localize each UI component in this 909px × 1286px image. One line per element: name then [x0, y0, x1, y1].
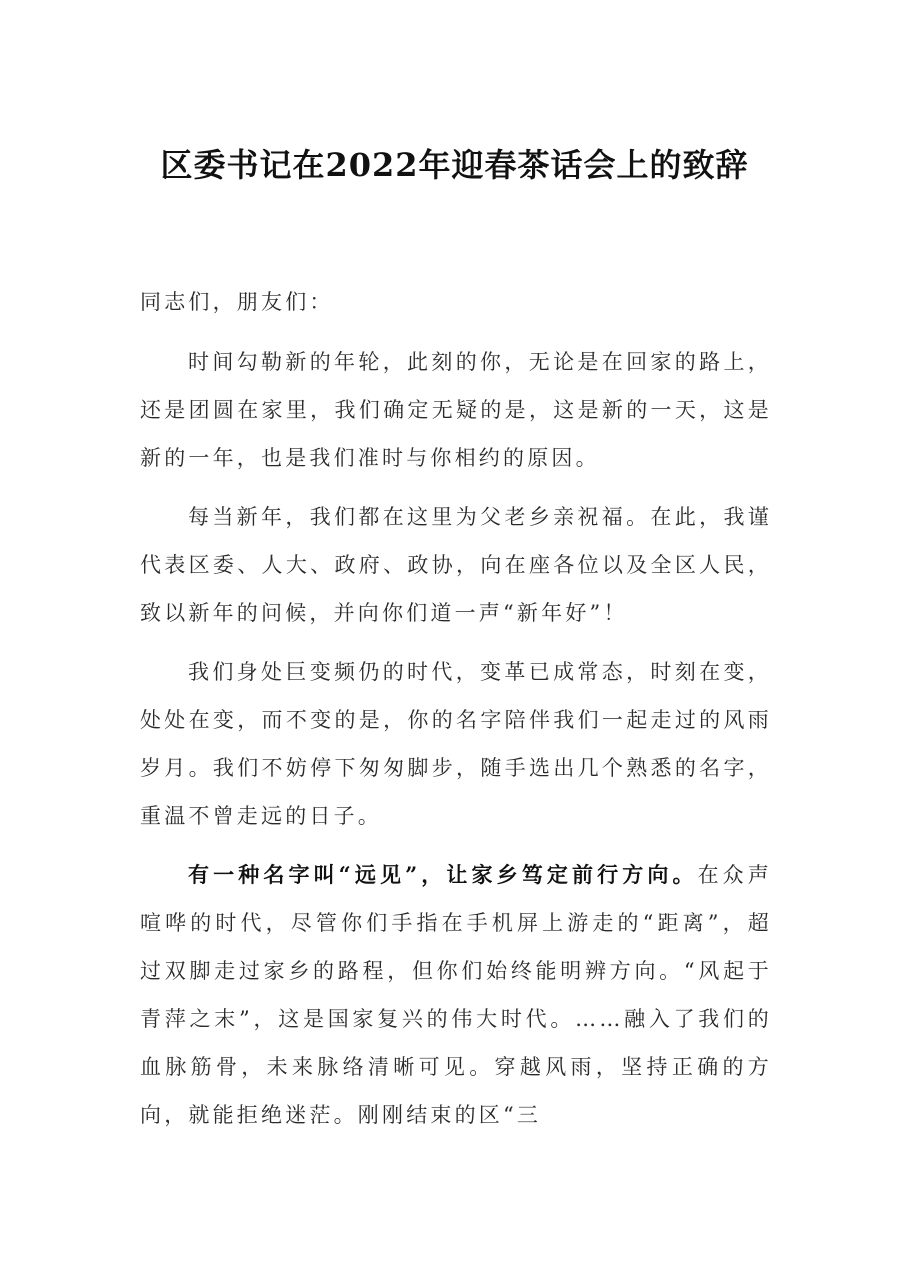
paragraph-4 — [140, 851, 772, 1139]
paragraph-1: 时间勾勒新的年轮，此刻的你，无论是在回家的路上，还是团圆在家里，我们确定无疑的是，这是新的一天，这是新的一年，也是我们准时与你相约的原因。 — [140, 350, 772, 470]
greeting: 同志们，朋友们： — [140, 290, 334, 314]
paragraph-4-lead: 有一种名字叫“远见”，让家乡笃定前行方向。 — [188, 862, 698, 887]
document-body — [140, 278, 772, 1150]
document-title: 区委书记在2022年迎春茶话会上的致辞 — [160, 146, 749, 184]
paragraph-3: 我们身处巨变频仍的时代，变革已成常态，时刻在变，处处在变，而不变的是，你的名字陪伴我们一起走过的风雨岁月。我们不妨停下匆匆脚步，随手选出几个熟悉的名字，重温不曾走远的日子。 — [140, 660, 772, 828]
paragraph-2: 每当新年，我们都在这里为父老乡亲祝福。在此，我谨代表区委、人大、政府、政协，向在座各位以及全区人民，致以新年的问候，并向你们道一声“新年好”！ — [140, 505, 772, 625]
paragraph-4-text: 在众声喧哗的时代，尽管你们手指在手机屏上游走的“距离”，超过双脚走过家乡的路程，但你们始终能明辨方向。“风起于青萍之末”，这是国家复兴的伟大时代。……融入了我们的血脉筋骨，未来脉络清晰可见。穿越风雨，坚持正确的方向，就能拒绝迷茫。刚刚结束的区“三 — [140, 863, 772, 1127]
